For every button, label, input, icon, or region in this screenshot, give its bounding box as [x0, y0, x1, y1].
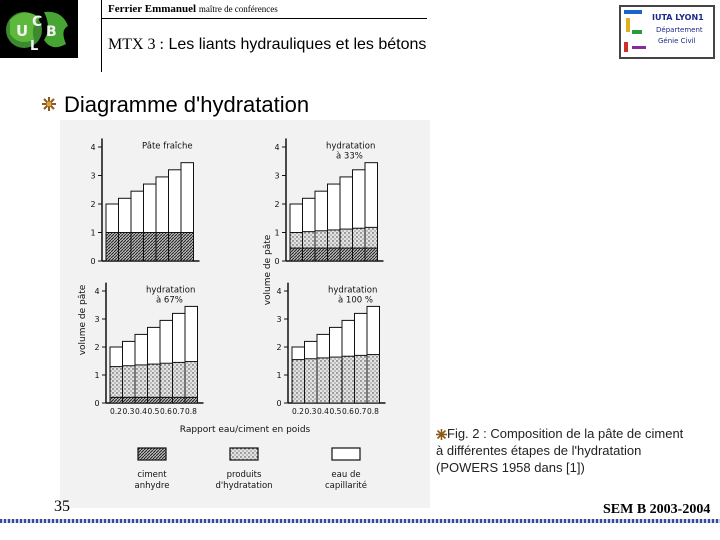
y-tick-label: 4: [274, 143, 280, 152]
hydration-diagram-svg: [60, 120, 430, 508]
svg-text:C: C: [32, 14, 43, 30]
x-tick-label: 0.3: [304, 407, 317, 416]
hydration-products-bar: [355, 355, 368, 403]
hydration-products-bar: [305, 359, 318, 403]
anhydrous-cement-bar: [328, 248, 341, 261]
footer-bar: [0, 519, 720, 523]
anhydrous-cement-bar: [181, 233, 194, 262]
anhydrous-cement-bar: [148, 397, 161, 403]
hydration-products-bar: [353, 228, 366, 248]
y-tick-label: 0: [90, 257, 96, 266]
legend-label-line2: d'hydratation: [215, 481, 273, 491]
svg-text:L: L: [30, 39, 39, 54]
x-tick-label: 0.2: [292, 407, 304, 416]
slide-title: Diagramme d'hydratation: [64, 92, 310, 117]
anhydrous-cement-bar: [290, 248, 303, 261]
hydration-products-bar: [342, 356, 355, 403]
asterisk-bullet-icon: [42, 97, 56, 111]
y-tick-label: 3: [90, 171, 96, 181]
anhydrous-cement-bar: [119, 233, 132, 262]
course-code: MTX 3 :: [108, 36, 164, 53]
y-tick-label: 2: [274, 200, 280, 209]
hydration-products-bar: [328, 230, 341, 248]
figure-caption: Fig. 2 : Composition de la pâte de ciment à différentes étapes de l'hydratation (POWERS 1958 dans [1]): [436, 426, 684, 475]
hydration-products-bar: [148, 364, 161, 397]
legend-swatch: [332, 448, 360, 460]
author-role: maître de conférences: [198, 4, 278, 14]
hydration-products-bar: [173, 362, 186, 397]
hydration-products-bar: [340, 229, 353, 248]
hydration-products-bar: [330, 357, 343, 403]
hydration-products-bar: [292, 360, 305, 403]
legend-label: eau de: [331, 470, 361, 480]
ucbl-logo: [0, 0, 78, 58]
anhydrous-cement-bar: [123, 397, 136, 403]
y-tick-label: 1: [274, 228, 280, 238]
course-title: Les liants hydrauliques et les bétons: [168, 36, 427, 53]
hydration-products-bar: [315, 231, 328, 248]
hydration-products-bar: [290, 233, 303, 249]
logo-line1: IUTA LYON1: [652, 13, 704, 22]
panel-label: Pâte fraîche: [142, 141, 193, 152]
header-horizontal-rule: [101, 18, 427, 19]
hydration-products-bar: [135, 365, 148, 397]
y-tick-label: 4: [94, 287, 100, 296]
anhydrous-cement-bar: [340, 248, 353, 261]
legend-swatch: [138, 448, 166, 460]
logo-line2: Département: [656, 26, 703, 34]
y-tick-label: 4: [276, 287, 282, 296]
anhydrous-cement-bar: [365, 248, 378, 261]
hydration-products-bar: [303, 232, 316, 249]
footer-label: SEM B 2003-2004: [603, 502, 711, 517]
anhydrous-cement-bar: [106, 233, 119, 262]
anhydrous-cement-bar: [110, 397, 123, 403]
y-tick-label: 1: [276, 371, 282, 380]
y-tick-label: 3: [94, 315, 100, 324]
panel-label-line2: à 67%: [156, 295, 183, 306]
x-axis-title: Rapport eau/ciment en poids: [179, 425, 311, 435]
x-tick-label: 0.8: [367, 407, 379, 416]
hydration-products-bar: [110, 367, 123, 398]
hydration-products-bar: [365, 227, 378, 248]
logo-line3: Génie Civil: [658, 37, 696, 45]
anhydrous-cement-bar: [131, 233, 144, 262]
anhydrous-cement-bar: [169, 233, 182, 262]
header-vertical-rule: [101, 0, 102, 72]
panel-label: hydratation: [328, 285, 378, 296]
anhydrous-cement-bar: [160, 397, 173, 403]
y-tick-label: 0: [276, 399, 282, 408]
panel-label: hydratation: [146, 285, 196, 296]
anhydrous-cement-bar: [135, 397, 148, 403]
x-tick-label: 0.5: [147, 407, 160, 416]
x-tick-label: 0.6: [342, 407, 354, 416]
legend-label: ciment: [137, 470, 167, 480]
x-tick-label: 0.3: [122, 407, 135, 416]
y-axis-title-left: volume de pâte: [78, 284, 88, 356]
svg-text:B: B: [46, 24, 57, 40]
y-tick-label: 0: [94, 399, 100, 408]
anhydrous-cement-bar: [185, 397, 198, 403]
hydration-products-bar: [367, 355, 380, 403]
svg-text:U: U: [16, 22, 29, 40]
hydration-products-bar: [317, 358, 330, 403]
y-tick-label: 3: [276, 315, 282, 324]
panel-label: hydratation: [326, 141, 376, 152]
course-title-line: [108, 36, 426, 54]
hydration-products-bar: [123, 366, 136, 398]
author-name: Ferrier Emmanuel: [108, 3, 197, 15]
x-tick-label: 0.4: [135, 407, 147, 416]
y-tick-label: 2: [90, 200, 96, 209]
anhydrous-cement-bar: [173, 397, 186, 403]
legend-swatch: [230, 448, 258, 460]
anhydrous-cement-bar: [303, 248, 316, 261]
x-tick-label: 0.7: [354, 407, 367, 416]
x-tick-label: 0.7: [172, 407, 185, 416]
y-tick-label: 4: [90, 143, 96, 152]
hydration-diagram-figure: [60, 120, 430, 508]
x-tick-label: 0.6: [160, 407, 172, 416]
hydration-products-bar: [185, 362, 198, 398]
x-tick-label: 0.8: [185, 407, 197, 416]
legend-label: produits: [226, 470, 262, 480]
x-tick-label: 0.4: [317, 407, 329, 416]
anhydrous-cement-bar: [144, 233, 157, 262]
x-tick-label: 0.2: [110, 407, 122, 416]
y-tick-label: 1: [94, 371, 100, 380]
y-tick-label: 1: [90, 228, 96, 238]
author-line: [108, 3, 278, 15]
anhydrous-cement-bar: [315, 248, 328, 261]
y-tick-label: 3: [274, 171, 280, 181]
legend-label-line2: capillarité: [325, 481, 367, 491]
panel-label-line2: à 100 %: [338, 295, 373, 306]
y-tick-label: 0: [274, 257, 280, 266]
y-tick-label: 2: [276, 343, 282, 352]
y-tick-label: 2: [94, 343, 100, 352]
legend-label-line2: anhydre: [134, 481, 170, 491]
anhydrous-cement-bar: [353, 248, 366, 261]
y-axis-title-right: volume de pâte: [263, 234, 273, 306]
anhydrous-cement-bar: [156, 233, 169, 262]
page-number: 35: [54, 498, 70, 515]
iuta-lyon1-logo: [618, 2, 716, 60]
x-tick-label: 0.5: [329, 407, 342, 416]
panel-label-line2: à 33%: [336, 151, 363, 162]
hydration-products-bar: [160, 363, 173, 397]
